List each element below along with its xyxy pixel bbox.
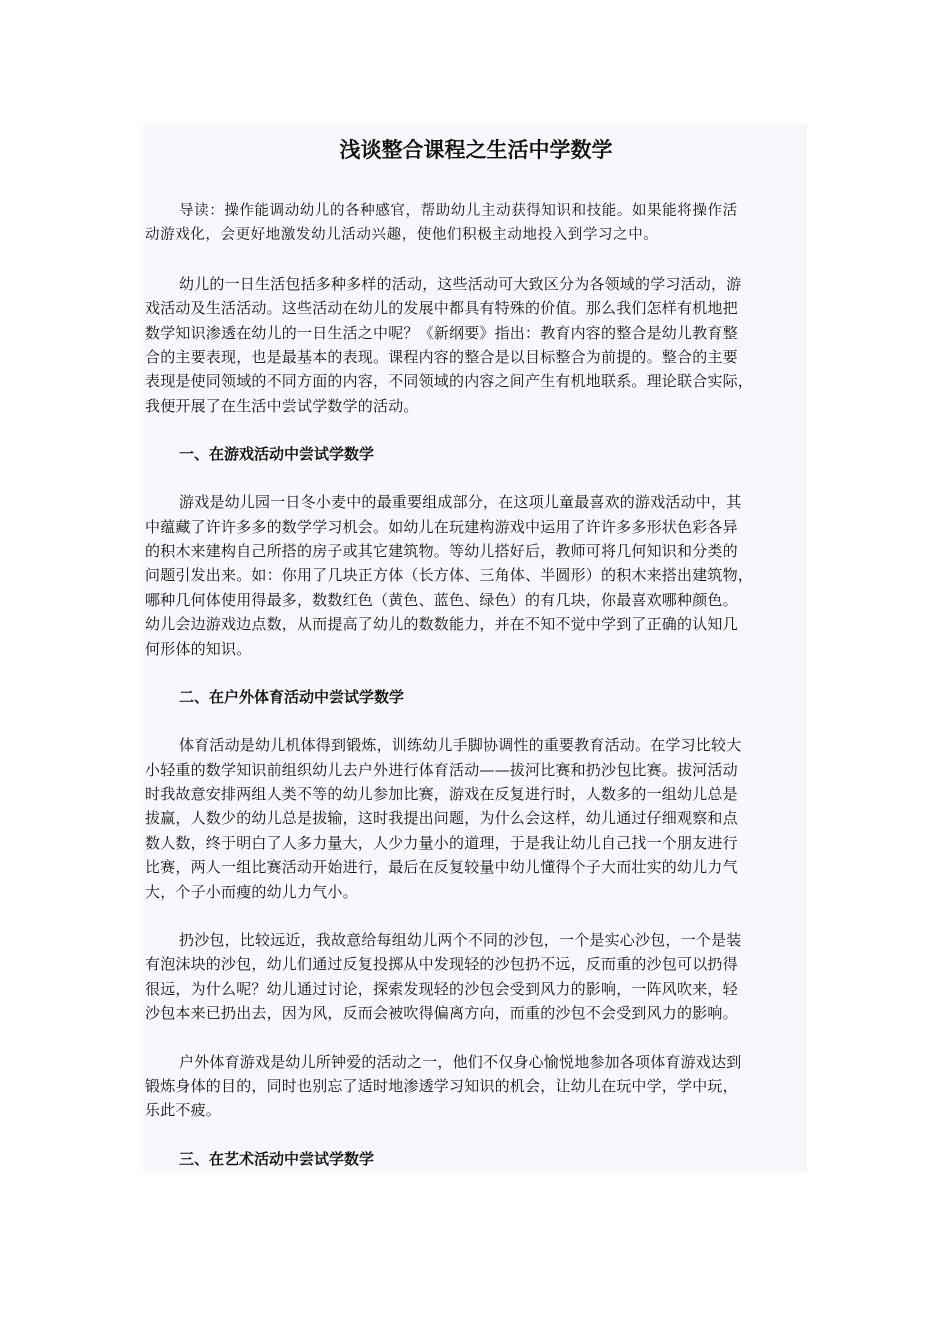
section-heading-2: 二、在户外体育活动中尝试学数学	[179, 688, 405, 707]
paragraph-4	[145, 928, 807, 1026]
paragraph-line: 数人数，终于明白了人多力量大，人少力量小的道理，于是我让幼儿自己找一个朋友进行	[145, 833, 738, 852]
paragraph-1	[145, 272, 807, 418]
paragraph-line: 何形体的知识。	[145, 639, 252, 658]
paragraph-line: 大，个子小而瘦的幼儿力气小。	[145, 882, 358, 901]
paragraph-2	[145, 490, 807, 661]
paragraph-line: 锻炼身体的目的，同时也别忘了适时地渗透学习知识的机会，让幼儿在玩中学，学中玩，	[145, 1076, 738, 1095]
paragraph-line: 比赛，两人一组比赛活动开始进行，最后在反复较量中幼儿懂得个子大而壮实的幼儿力气	[145, 858, 738, 877]
paragraph-line: 幼儿的一日生活包括多种多样的活动，这些活动可大致区分为各领域的学习活动，游	[179, 274, 742, 293]
paragraph-line: 户外体育游戏是幼儿所钟爱的活动之一，他们不仅身心愉悦地参加各项体育游戏达到	[179, 1052, 742, 1071]
intro-line: 动游戏化，会更好地激发幼儿活动兴趣，使他们积极主动地投入到学习之中。	[145, 227, 659, 244]
paragraph-line: 的积木来建构自己所搭的房子或其它建筑物。等幼儿搭好后，教师可将几何知识和分类的	[145, 542, 738, 561]
paragraph-line: 中蕴藏了许许多多的数学学习机会。如幼儿在玩建构游戏中运用了许许多多形状色彩各异	[145, 517, 738, 536]
paragraph-line: 小轻重的数学知识前组织幼儿去户外进行体育活动——拔河比赛和扔沙包比赛。拔河活动	[145, 760, 738, 779]
paragraph-line: 哪种几何体使用得最多，数数红色（黄色、蓝色、绿色）的有几块，你最喜欢哪种颜色。	[145, 590, 738, 609]
paragraph-line: 幼儿会边游戏边点数，从而提高了幼儿的数数能力，并在不知不觉中学到了正确的认知几	[145, 615, 738, 634]
intro-line: 导读：操作能调动幼儿的各种感官，帮助幼儿主动获得知识和技能。如果能将操作活	[179, 203, 738, 219]
intro-paragraph	[145, 199, 807, 248]
section-heading-1: 一、在游戏活动中尝试学数学	[179, 445, 375, 464]
paragraph-line: 扔沙包，比较远近，我故意给每组幼儿两个不同的沙包，一个是实心沙包，一个是装	[179, 930, 742, 949]
document-title: 浅谈整合课程之生活中学数学	[339, 138, 613, 162]
paragraph-line: 很远，为什么呢？幼儿通过讨论，探索发现轻的沙包会受到风力的影响，一阵风吹来，轻	[145, 979, 738, 998]
paragraph-line: 乐此不疲。	[145, 1101, 222, 1120]
paragraph-5	[145, 1050, 807, 1123]
paragraph-line: 时我故意安排两组人类不等的幼儿参加比赛，游戏在反复进行时，人数多的一组幼儿总是	[145, 784, 738, 803]
paragraph-line: 问题引发出来。如：你用了几块正方体（长方体、三角体、半圆形）的积木来搭出建筑物，	[145, 566, 754, 585]
paragraph-line: 游戏是幼儿园一日冬小麦中的最重要组成部分，在这项儿童最喜欢的游戏活动中，其	[179, 493, 742, 512]
section-heading-3: 三、在艺术活动中尝试学数学	[179, 1149, 375, 1168]
paragraph-line: 表现是使同领域的不同方面的内容，不同领域的内容之间产生有机地联系。理论联合实际，	[145, 372, 754, 391]
paragraph-line: 我便开展了在生活中尝试学数学的活动。	[145, 396, 419, 415]
paragraph-line: 沙包本来已扔出去，因为风，反而会被吹得偏离方向，而重的沙包不会受到风力的影响。	[145, 1004, 738, 1023]
paragraph-line: 数学知识渗透在幼儿的一日生活之中呢？《新纲要》指出：教育内容的整合是幼儿教育整	[145, 323, 738, 342]
paragraph-line: 戏活动及生活活动。这些活动在幼儿的发展中都具有特殊的价值。那么我们怎样有机地把	[145, 299, 738, 318]
paragraph-line: 合的主要表现，也是最基本的表现。课程内容的整合是以目标整合为前提的。整合的主要	[145, 348, 738, 367]
paragraph-3	[145, 733, 807, 904]
paragraph-line: 拔赢，人数少的幼儿总是拔输，这时我提出问题，为什么会这样，幼儿通过仔细观察和点	[145, 809, 738, 828]
paragraph-line: 有泡沫块的沙包，幼儿们通过反复投掷从中发现轻的沙包扔不远，反而重的沙包可以扔得	[145, 955, 738, 974]
paragraph-line: 体育活动是幼儿机体得到锻炼，训练幼儿手脚协调性的重要教育活动。在学习比较大	[179, 736, 742, 755]
document-panel	[143, 124, 807, 1172]
